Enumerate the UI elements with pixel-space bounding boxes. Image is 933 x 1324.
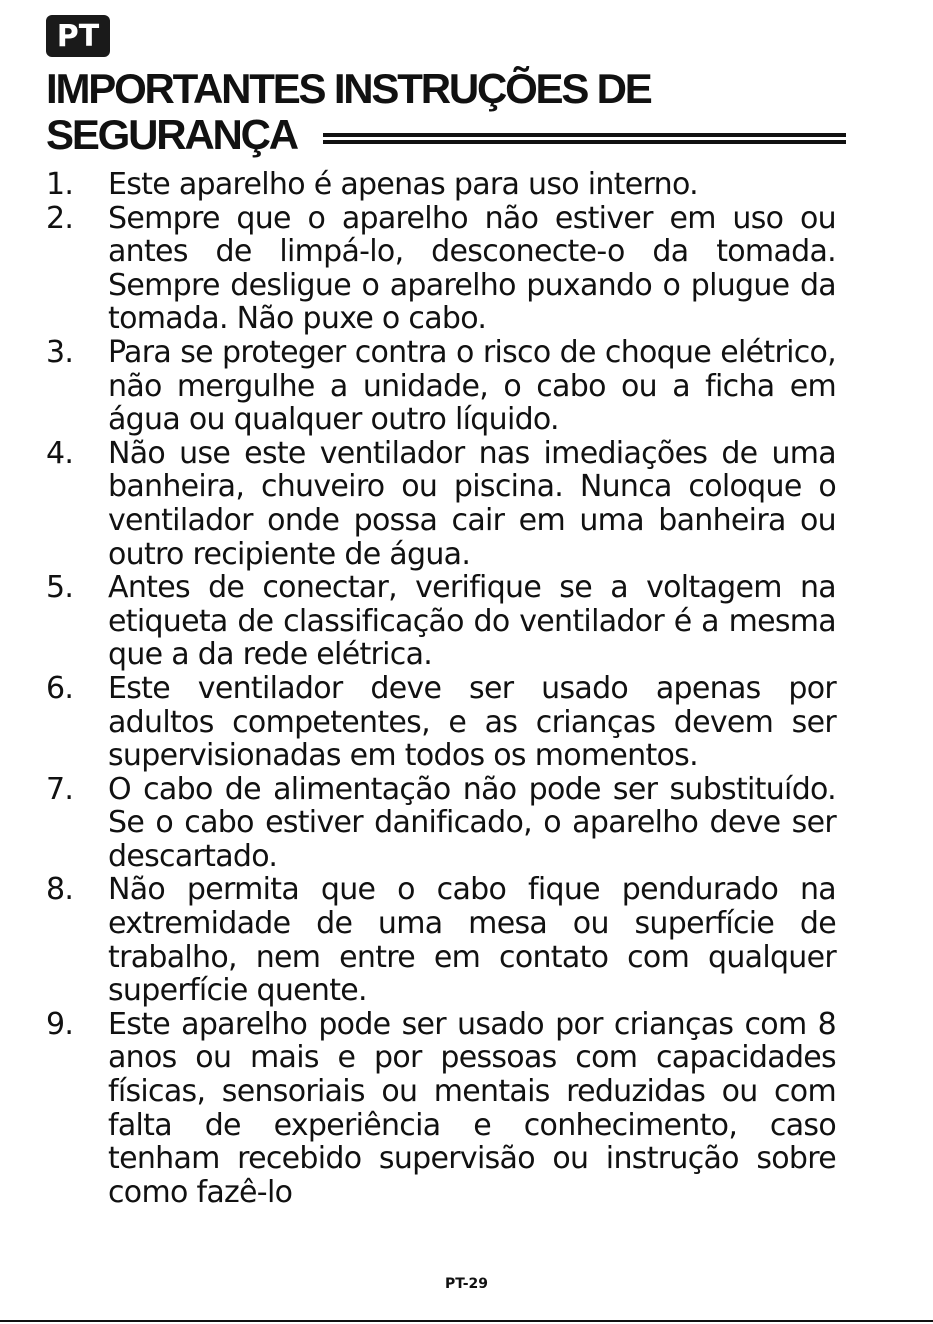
safety-instructions-list [46, 168, 836, 1209]
bottom-rule [0, 1320, 933, 1322]
instruction-number: 7. [46, 771, 74, 807]
instruction-item-4 [46, 437, 836, 571]
instruction-number: 3. [46, 334, 74, 370]
instruction-item-6 [46, 672, 836, 773]
instruction-item-2 [46, 202, 836, 336]
instruction-item-8 [46, 873, 836, 1007]
instruction-item-3 [46, 336, 836, 437]
instruction-text: Este ventilador deve ser usado apenas por adultos competentes, e as crianças devem ser supervisionadas em todos os momentos. [108, 670, 836, 774]
instruction-number: 1. [46, 167, 74, 202]
title-line-2: SEGURANÇA [46, 111, 297, 158]
instruction-text: Este aparelho é apenas para uso interno. [108, 167, 698, 202]
instruction-text: Este aparelho pode ser usado por crianças com 8 anos ou mais e por pessoas com capacidades físicas, sensoriais ou mentais reduzidas ou com falta de experiência e conhecimento, caso tenham recebido supervisão ou instrução sobre como fazê-lo [108, 1006, 836, 1210]
instruction-item-1 [46, 168, 836, 202]
instruction-number: 8. [46, 872, 74, 908]
instruction-number: 2. [46, 200, 74, 236]
title-line-1: IMPORTANTES INSTRUÇÕES DE [46, 65, 651, 112]
instruction-item-7 [46, 773, 836, 874]
instruction-text: Sempre que o aparelho não estiver em uso ou antes de limpá-lo, desconecte-o da tomada. Sempre desligue o aparelho puxando o plugue da tomada. Não puxe o cabo. [108, 200, 836, 337]
title-double-rule [323, 133, 846, 144]
instruction-number: 5. [46, 570, 74, 606]
instruction-item-9 [46, 1008, 836, 1210]
instruction-text: O cabo de alimentação não pode ser substituído. Se o cabo estiver danificado, o aparelho deve ser descartado. [108, 771, 836, 874]
instruction-number: 6. [46, 670, 74, 706]
instruction-number: 9. [46, 1006, 74, 1042]
instruction-text: Antes de conectar, verifique se a voltagem na etiqueta de classificação do ventilador é a mesma que a da rede elétrica. [108, 570, 836, 673]
instruction-text: Para se proteger contra o risco de choque elétrico, não mergulhe a unidade, o cabo ou a ficha em água ou qualquer outro líquido. [108, 334, 836, 438]
instruction-text: Não permita que o cabo fique pendurado na extremidade de uma mesa ou superfície de trabalho, nem entre em contato com qualquer superfície quente. [108, 872, 836, 1009]
instruction-item-5 [46, 571, 836, 672]
language-badge: PT [46, 15, 110, 57]
instruction-text: Não use este ventilador nas imediações de uma banheira, chuveiro ou piscina. Nunca coloque o ventilador onde possa cair em uma banheira ou outro recipiente de água. [108, 435, 836, 572]
instruction-number: 4. [46, 435, 74, 471]
page-title [46, 66, 846, 158]
title-line-2-row [46, 112, 846, 158]
page-number: PT-29 [444, 1276, 489, 1292]
